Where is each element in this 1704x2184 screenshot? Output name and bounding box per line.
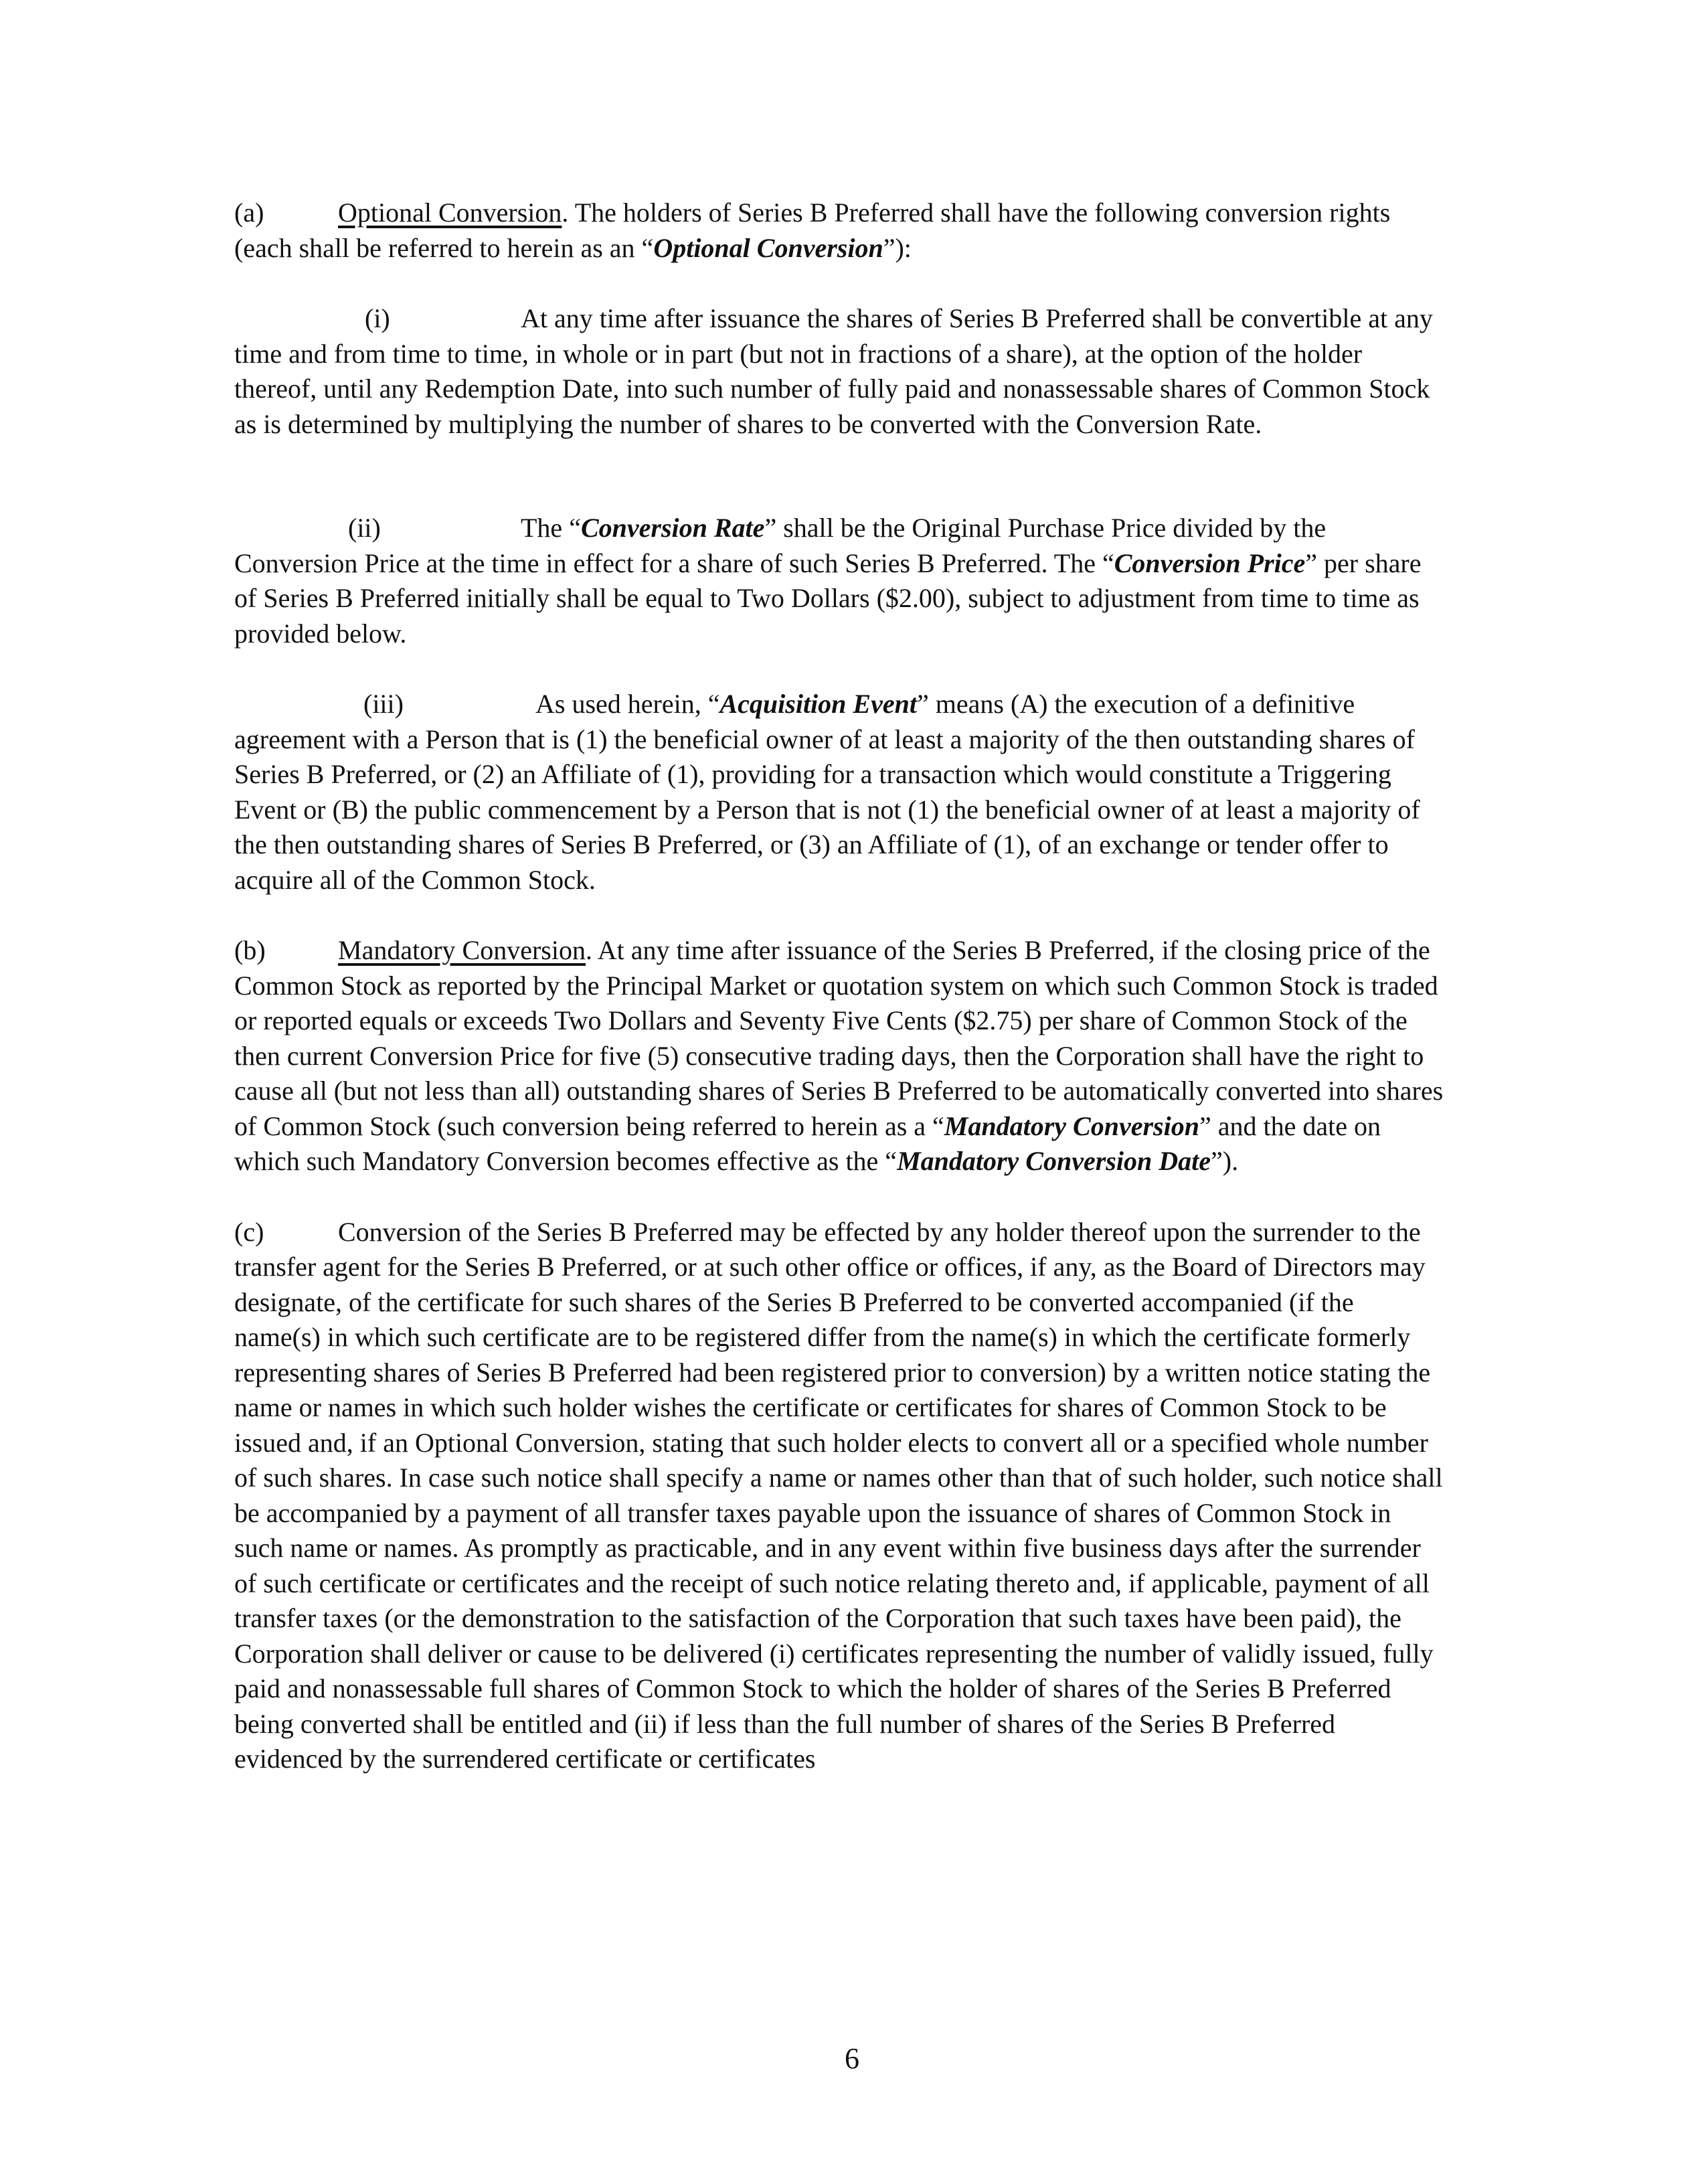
paragraph-text: ” shall be the Original Purchase Price divided by the Conversion Price at the time in effect for a share of such Series B Preferred. The “ bbox=[234, 513, 1327, 578]
paragraph-label: (c) bbox=[234, 1216, 264, 1247]
paragraph-label: (b) bbox=[234, 935, 266, 965]
paragraph-text: ” per share of Series B Preferred initially shall be equal to Two Dollars ($2.00), subject to adjustment from time to time as provided below. bbox=[234, 548, 1422, 649]
paragraph-text: . The holders of Series B Preferred shall have the following conversion rights (each shall be referred to herein as an “ bbox=[234, 197, 1391, 263]
defined-term: Optional Conversion bbox=[653, 232, 883, 263]
paragraph-label: (a) bbox=[234, 197, 264, 228]
paragraph-text: . At any time after issuance of the Series B Preferred, if the closing price of the Common Stock as reported by the Principal Market or quotation system on which such Common Stock is traded or reported equals or exceeds Two Dollars and Seventy Five Cents ($2.75) per share of Common Stock of the then current Conversion Price for five (5) consecutive trading days, then the Corporation shall have the right to cause all (but not less than all) outstanding shares of Series B Preferred to be automatically converted into shares of Common Stock (such conversion being referred to herein as a “ bbox=[234, 935, 1444, 1141]
paragraph-label: (iii) bbox=[363, 689, 404, 719]
paragraph-text: As used herein, “ bbox=[535, 689, 720, 719]
paragraph-text: ” and the date on which such Mandatory Conversion becomes effective as the “ bbox=[234, 1110, 1381, 1176]
document-body bbox=[234, 195, 1446, 1777]
paragraph-label: (ii) bbox=[348, 513, 381, 543]
paragraph-b bbox=[234, 933, 1446, 1179]
paragraph-text: Conversion of the Series B Preferred may be effected by any holder thereof upon the surrender to the transfer agent for the Series B Preferred, or at such other office or offices, if any, as the Board of Directors may designate, of the certificate for such shares of the Series B Preferred to be converted accompanied (if the name(s) in which such certificate are to be registered differ from the name(s) in which the certificate formerly representing shares of Series B Preferred had been registered prior to conversion) by a written notice stating the name or names in which such holder wishes the certificate or certificates for shares of Common Stock to be issued and, if an Optional Conversion, stating that such holder elects to convert all or a specified whole number of such shares. In case such notice shall specify a name or names other than that of such holder, such notice shall be accompanied by a payment of all transfer taxes payable upon the issuance of shares of Common Stock in such name or names. As promptly as practicable, and in any event within five business days after the surrender of such certificate or certificates and the receipt of such notice relating thereto and, if applicable, payment of all transfer taxes (or the demonstration to the satisfaction of the Corporation that such taxes have been paid), the Corporation shall deliver or cause to be delivered (i) certificates representing the number of validly issued, fully paid and nonassessable full shares of Common Stock to which the holder of shares of the Series B Preferred being converted shall be entitled and (ii) if less than the full number of shares of the Series B Preferred evidenced by the surrendered certificate or certificates bbox=[234, 1216, 1443, 1774]
defined-term: Conversion Rate bbox=[580, 513, 765, 543]
section-heading-mandatory-conversion: Mandatory Conversion bbox=[338, 935, 586, 965]
paragraph-text: ”): bbox=[883, 232, 912, 263]
paragraph-a-i bbox=[234, 301, 1446, 442]
paragraph-text: ”). bbox=[1211, 1146, 1239, 1176]
section-heading-optional-conversion: Optional Conversion bbox=[338, 197, 562, 228]
paragraph-c bbox=[234, 1215, 1446, 1777]
paragraph-text: The “ bbox=[521, 513, 581, 543]
paragraph-label: (i) bbox=[365, 303, 390, 333]
defined-term: Conversion Price bbox=[1114, 548, 1306, 578]
paragraph-a-iii bbox=[234, 687, 1446, 898]
paragraph-a bbox=[234, 195, 1446, 266]
page-number: 6 bbox=[845, 2042, 859, 2075]
paragraph-a-ii bbox=[234, 511, 1446, 651]
paragraph-text: At any time after issuance the shares of Series B Preferred shall be convertible at any time and from time to time, in whole or in part (but not in fractions of a share), at the option of the holder thereof, until any Redemption Date, into such number of fully paid and nonassessable shares of Common Stock as is determined by multiplying the number of shares to be converted with the Conversion Rate. bbox=[234, 303, 1433, 439]
defined-term: Acquisition Event bbox=[719, 689, 917, 719]
paragraph-text: ” means (A) the execution of a definitive agreement with a Person that is (1) the beneficial owner of at least a majority of the then outstanding shares of Series B Preferred, or (2) an Affiliate of (1), providing for a transaction which would constitute a Triggering Event or (B) the public commencement by a Person that is not (1) the beneficial owner of at least a majority of the then outstanding shares of Series B Preferred, or (3) an Affiliate of (1), of an exchange or tender offer to acquire all of the Common Stock. bbox=[234, 689, 1420, 895]
defined-term: Mandatory Conversion bbox=[944, 1110, 1199, 1141]
defined-term: Mandatory Conversion Date bbox=[897, 1146, 1211, 1176]
